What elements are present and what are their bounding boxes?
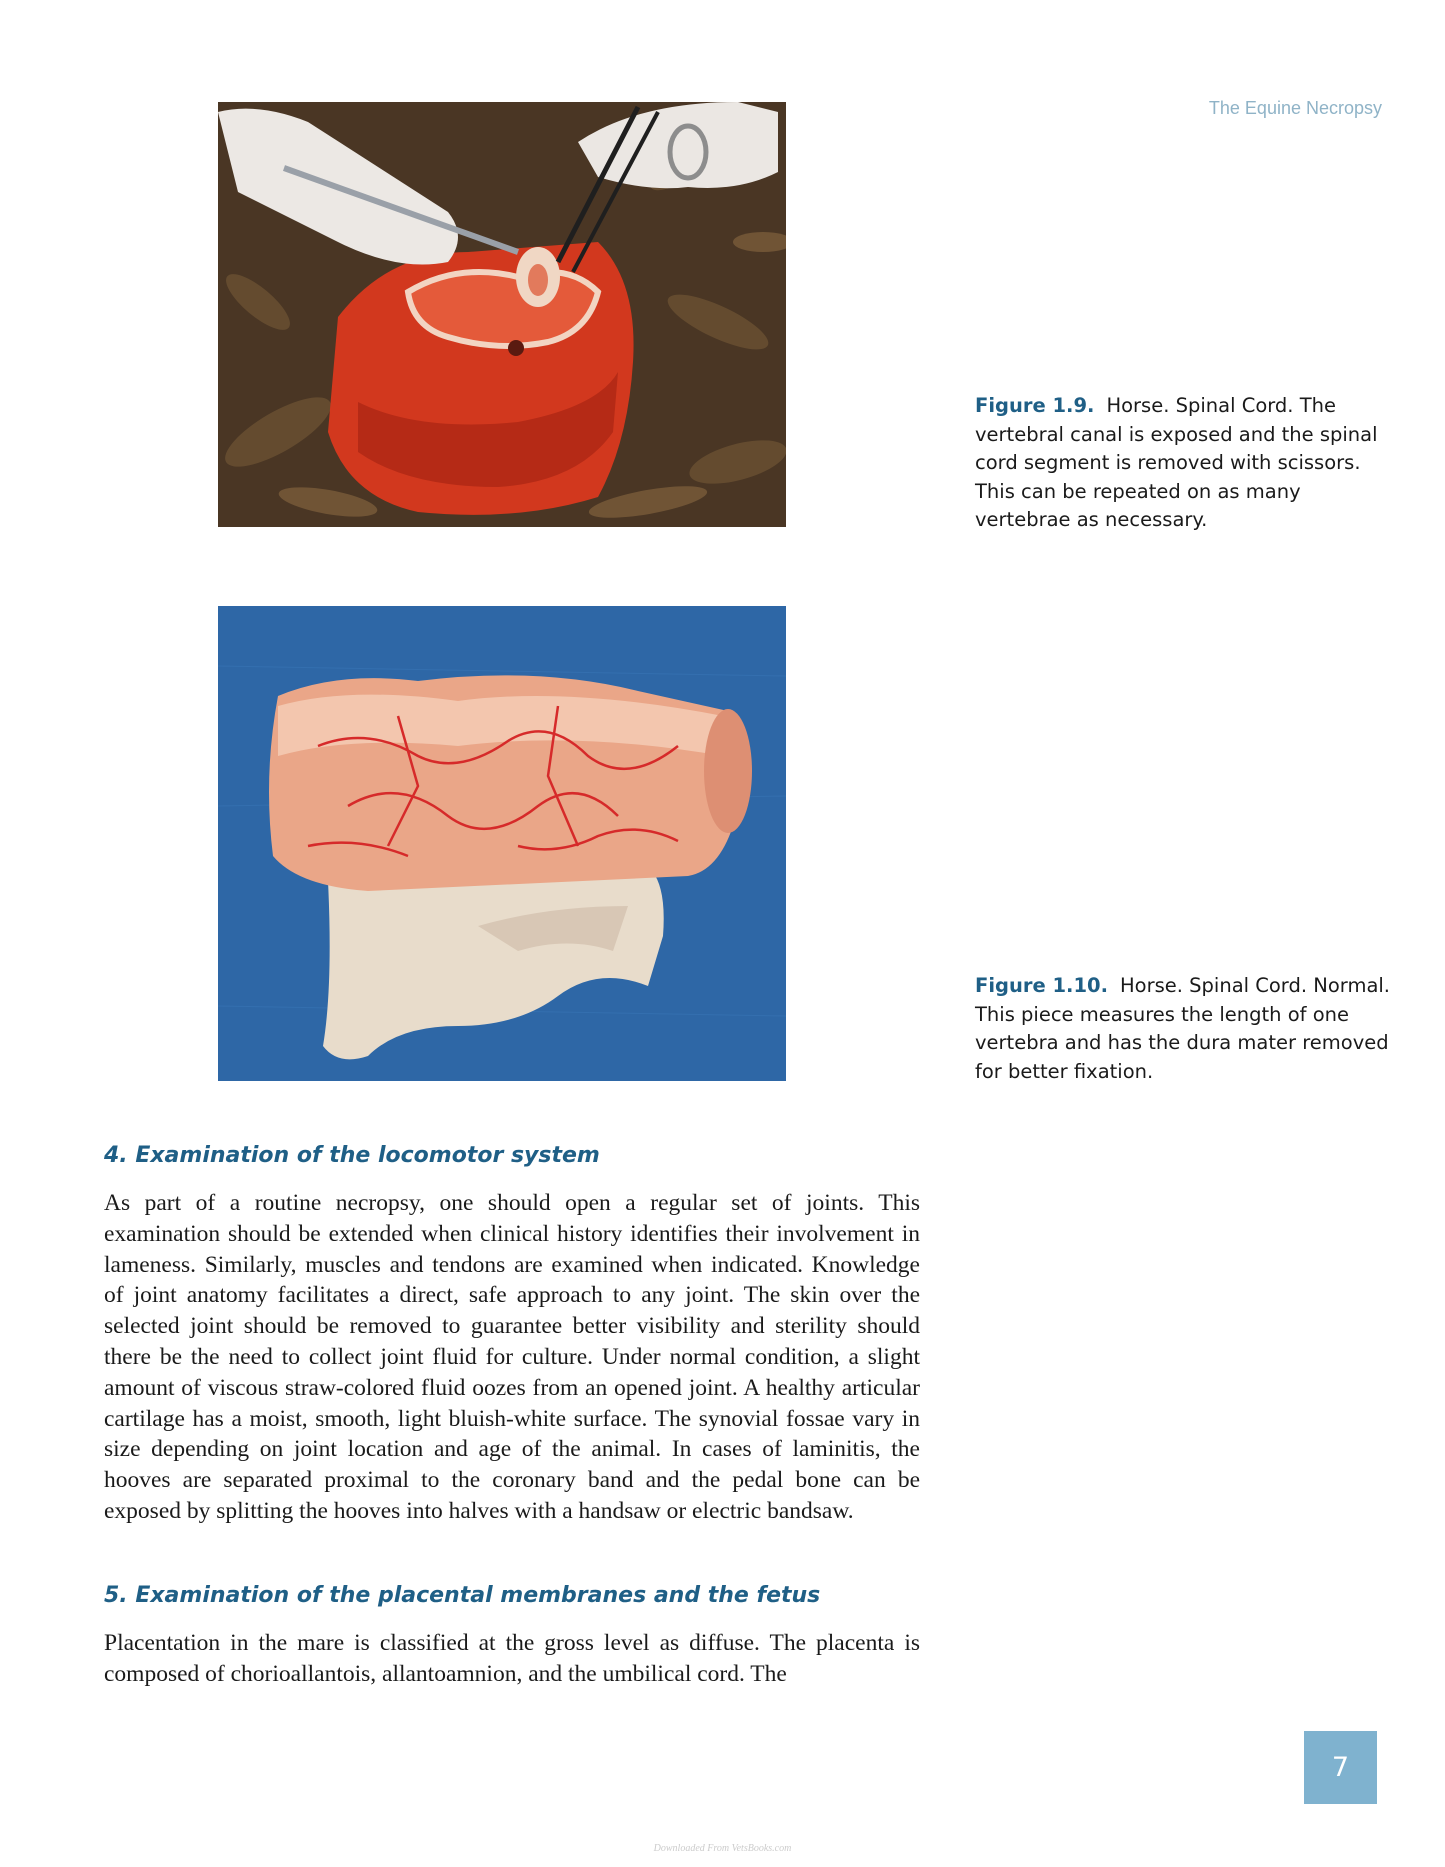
spinal-cord-dissection-image [218, 102, 786, 527]
section-body-locomotor: As part of a routine necropsy, one should open a regular set of joints. This examination should be extended when clinical history identifies their involvement in lameness. Similarly, muscles and tendons are examined when indicated. Knowledge of joint anatomy facilitates a direct, safe approach to any joint. The skin over the selected joint should be removed to guarantee better visibility and sterility should there be the need to collect joint fluid for culture. Under normal condition, a slight amount of viscous straw-colored fluid oozes from an opened joint. A healthy articular cartilage has a moist, smooth, light bluish-white surface. The synovial fossae vary in size depending on joint location and age of the animal. In cases of laminitis, the hooves are separated proximal to the coronary band and the pedal bone can be exposed by splitting the hooves into halves with a handsaw or electric bandsaw. [104, 1190, 920, 1524]
figure-1-9-photo [218, 102, 786, 527]
section-body-placental: Placentation in the mare is classified at the gross level as diffuse. The placenta is composed of chorioallantois, allantoamnion, and the umbilical cord. The [104, 1630, 920, 1687]
figure-1-10-photo [218, 606, 786, 1081]
figure-1-9-caption [975, 392, 1395, 535]
footer-watermark: Downloaded From VetsBooks.com [653, 1843, 792, 1854]
section-heading-locomotor: 4. Examination of the locomotor system [104, 1143, 600, 1168]
running-head: The Equine Necropsy [1208, 98, 1382, 118]
figure-label: Figure 1.9. [975, 394, 1095, 417]
figure-caption-text: Horse. Spinal Cord. The vertebral canal is exposed and the spinal cord segment is removed with scissors. This can be repeated on as many vertebrae as necessary. [975, 394, 1378, 531]
figure-label: Figure 1.10. [975, 974, 1108, 997]
figure-1-10-caption [975, 972, 1395, 1086]
spinal-cord-segment-image [218, 606, 786, 1081]
figure-caption-text: Horse. Spinal Cord. Normal. This piece measures the length of one vertebra and has the dura mater removed for better fixation. [975, 974, 1391, 1083]
section-heading-placental: 5. Examination of the placental membranes and the fetus [104, 1583, 821, 1608]
page-number-badge: 7 [1304, 1731, 1377, 1804]
